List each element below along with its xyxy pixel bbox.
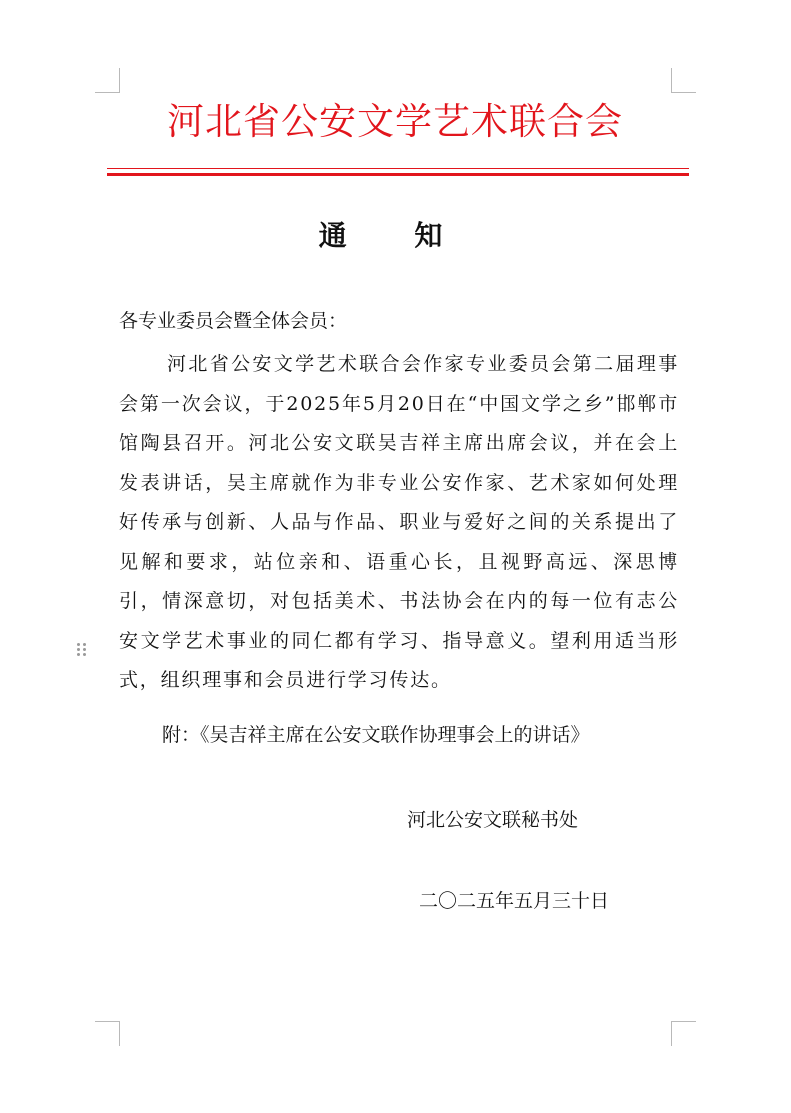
- organization-letterhead: 河北省公安文学艺术联合会: [167, 100, 623, 143]
- body-paragraph[interactable]: 河北省公安文学艺术联合会作家专业委员会第二届理事会第一次会议，于2025年5月20日在“中国文学之乡”邯郸市馆陶县召开。河北公安文联吴吉祥主席出席会议，并在会上发表讲话，吴主席就作为非专业公安作家、艺术家如何处理好传承与创新、人品与作品、职业与爱好之间的关系提出了见解和要求，站位亲和、语重心长，且视野高远、深思博引，情深意切，对包括美术、书法协会在内的每一位有志公安文学艺术事业的同仁都有学习、指导意义。望利用适当形式，组织理事和会员进行学习传达。: [119, 353, 679, 691]
- page-corner-mark-top-left: [95, 68, 120, 93]
- attachment-note: 附：《吴吉祥主席在公安文联作协理事会上的讲话》: [162, 724, 590, 746]
- drag-handle-icon[interactable]: [77, 643, 89, 659]
- salutation: 各专业委员会暨全体会员：: [119, 310, 348, 332]
- page-corner-mark-bottom-right: [671, 1021, 696, 1046]
- issuer-signature: 河北公安文联秘书处: [407, 809, 579, 831]
- letterhead-rule-thin: [107, 168, 689, 169]
- issue-date: 二〇二五年五月三十日: [419, 890, 610, 912]
- page-corner-mark-bottom-left: [95, 1021, 120, 1046]
- page-corner-mark-top-right: [671, 68, 696, 93]
- letterhead-rule-thick: [107, 173, 689, 176]
- notice-title: 通 知: [318, 219, 443, 252]
